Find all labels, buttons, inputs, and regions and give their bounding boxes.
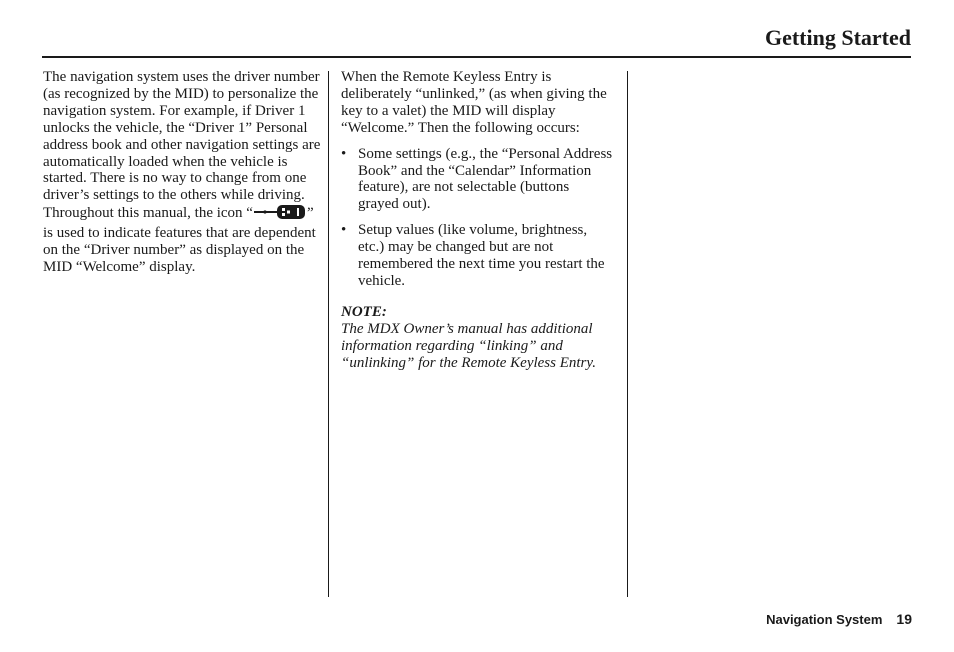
column-divider-1 — [328, 71, 329, 597]
page-number: 19 — [896, 611, 912, 627]
list-item-text: Setup values (like volume, brightness, etc.) may be changed but are not remembered the next time you restart the vehicle. — [358, 222, 605, 289]
driver-key-icon — [253, 204, 307, 225]
bullet-list — [341, 146, 613, 290]
footer-section-label: Navigation System — [766, 612, 883, 627]
bullet-marker: • — [341, 145, 347, 162]
note-heading: NOTE: — [341, 303, 387, 320]
unlinked-intro: When the Remote Keyless Entry is deliberately “unlinked,” (as when giving the key to a valet) the MID will display “Welcome.” Then the following occurs: — [341, 69, 607, 136]
intro-paragraph: The navigation system uses the driver number (as recognized by the MID) to personalize the navigation system. For example, if Driver 1 unlocks the vehicle, the “Driver 1” Personal address book and other navigation settings are automatically loaded when the vehicle is started. There is no way to change from one driver’s settings to the others while driving. — [43, 69, 321, 204]
icon-paragraph — [43, 204, 321, 276]
page-footer — [766, 611, 912, 627]
list-item — [341, 222, 613, 290]
icon-paragraph-rest: ” is used to indicate features that are dependent on the “Driver number” as displayed on the MID “Welcome” display. — [43, 205, 316, 275]
column-left — [43, 69, 321, 276]
bullet-marker: • — [341, 222, 347, 239]
note-body: The MDX Owner’s manual has additional information regarding “linking” and “unlinking” for the Remote Keyless Entry. — [341, 320, 596, 371]
list-item — [341, 146, 613, 214]
list-item-text: Some settings (e.g., the “Personal Address Book” and the “Calendar” Information feature), are not selectable (buttons grayed out). — [358, 145, 613, 213]
column-middle — [341, 69, 613, 372]
header-divider — [42, 56, 911, 58]
icon-paragraph-lead: Throughout this manual, the icon “ — [43, 205, 253, 222]
column-divider-2 — [627, 71, 628, 597]
page-title: Getting Started — [764, 25, 911, 50]
